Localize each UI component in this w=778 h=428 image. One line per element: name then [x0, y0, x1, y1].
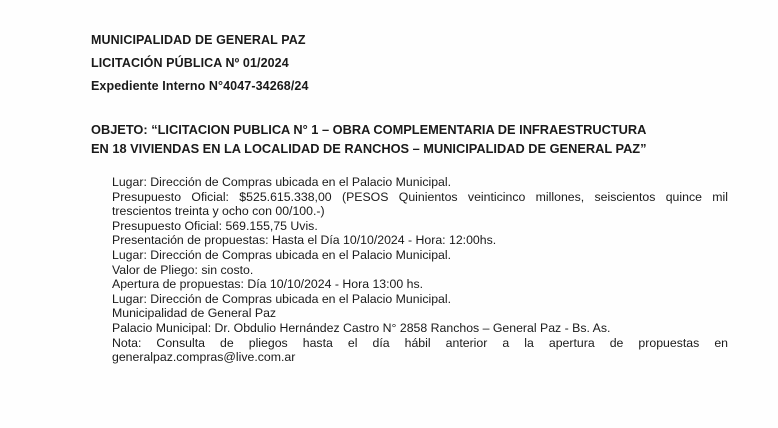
- organization-heading: MUNICIPALIDAD DE GENERAL PAZ: [91, 33, 306, 47]
- lugar-line-3: Lugar: Dirección de Compras ubicada en el Palacio Municipal.: [112, 291, 452, 306]
- valor-pliego-line: Valor de Pliego: sin costo.: [112, 262, 254, 277]
- contact-email: generalpaz.compras@live.com.ar: [112, 350, 296, 365]
- file-number: Expediente Interno N°4047-34268/24: [91, 79, 309, 93]
- tender-details: [112, 175, 728, 365]
- presupuesto-line: Presupuesto Oficial: $525.615.338,00 (PESOS Quinientos veinticinco millones, seiscientos quince mil: [112, 189, 728, 204]
- presupuesto-uvis-line: Presupuesto Oficial: 569.155,75 Uvis.: [112, 218, 318, 233]
- nota-line: Nota: Consulta de pliegos hasta el día hábil anterior a la apertura de propuestas en: [112, 335, 728, 350]
- lugar-line-2: Lugar: Dirección de Compras ubicada en el Palacio Municipal.: [112, 247, 452, 262]
- objeto-line-2: EN 18 VIVIENDAS EN LA LOCALIDAD DE RANCHOS – MUNICIPALIDAD DE GENERAL PAZ”: [91, 141, 647, 156]
- palacio-line: Palacio Municipal: Dr. Obdulio Hernández Castro N° 2858 Ranchos – General Paz - Bs. As.: [112, 320, 611, 335]
- apertura-line: Apertura de propuestas: Día 10/10/2024 - Hora 13:00 hs.: [112, 277, 424, 292]
- presupuesto-line-cont: trescientos treinta y ocho con 00/100.-): [112, 204, 325, 219]
- tender-number: LICITACIÓN PÚBLICA Nº 01/2024: [91, 56, 289, 70]
- municipalidad-line: Municipalidad de General Paz: [112, 306, 277, 321]
- lugar-line-1: Lugar: Dirección de Compras ubicada en el Palacio Municipal.: [112, 175, 452, 189]
- objeto-line-1: OBJETO: “LICITACION PUBLICA N° 1 – OBRA COMPLEMENTARIA DE INFRAESTRUCTURA: [91, 122, 647, 137]
- objeto-block: [91, 120, 647, 158]
- presentacion-line: Presentación de propuestas: Hasta el Día 10/10/2024 - Hora: 12:00hs.: [112, 233, 497, 248]
